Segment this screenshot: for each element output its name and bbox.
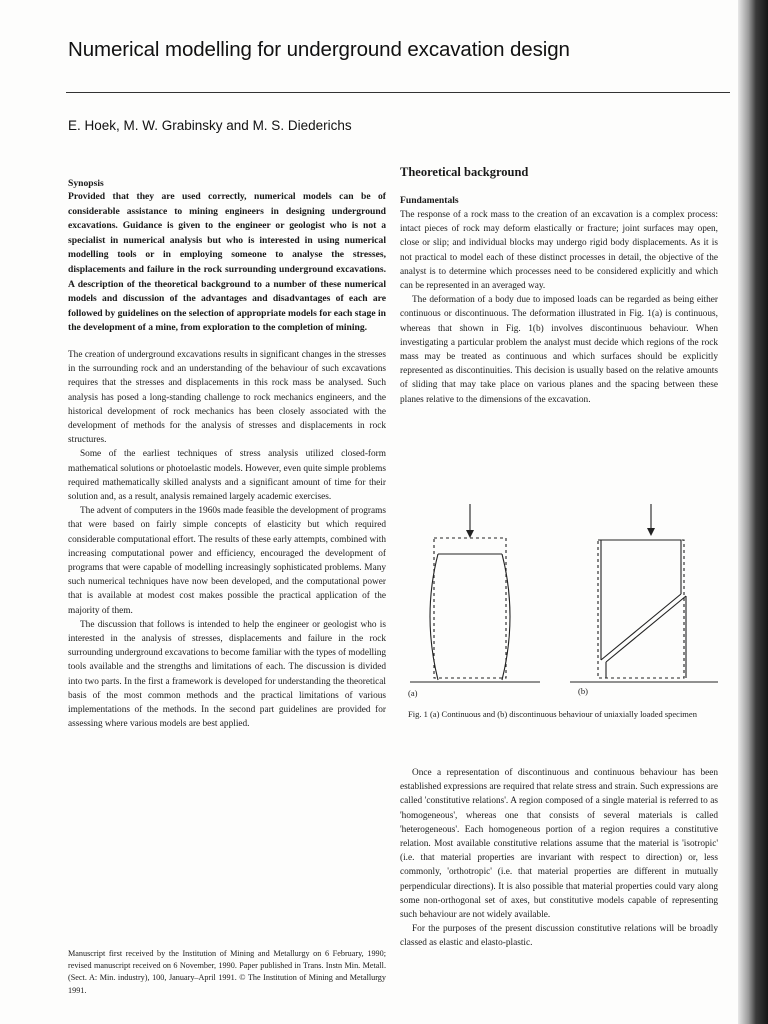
slip-plane (601, 594, 681, 660)
right-column (400, 165, 718, 407)
right-column-lower (400, 766, 718, 951)
original-outline-a (434, 538, 506, 678)
intro-paragraph-4: The discussion that follows is intended to help the engineer or geologist who is interested in the analysis of stresses, displacements and failure in the rock surrounding underground excavations to become familiar with the types of modelling tools available and the strengths and limitations of each. The discussion is divided into two parts. In the first a framework is developed for understanding the theoretical basis of the most common methods and the practical limitations of various implementations of the methods. In the second part guidelines are provided for assessing where various models are best applied. (68, 619, 386, 730)
constitutive-paragraph-2: For the purposes of the present discussion constitutive relations will be broadly classed as elastic and elasto-plastic. (400, 924, 718, 949)
left-column (68, 178, 386, 731)
upper-block (601, 540, 681, 660)
figure-label-a: (a) (408, 688, 418, 698)
intro-paragraph-1: The creation of underground excavations results in significant changes in the stresses in the surrounding rock and an understanding of the behaviour of such excavations requires that the stresses and displacements in this rock mass be analysed. Such analysis has posed a long-standing challenge to rock mechanics engineers, and the historical development of rock mechanics has been closely associated with the development of methods for the analysis of stresses and displacements in rock structures. (68, 349, 386, 446)
title-rule (66, 92, 730, 93)
book-gutter-shadow (738, 0, 768, 1024)
figure-caption: Fig. 1 (a) Continuous and (b) discontinuous behaviour of uniaxially loaded specimen (408, 709, 697, 719)
constitutive-paragraph-1: Once a representation of discontinuous and continuous behaviour has been established expressions are required that relate stress and strain. Such expressions are called 'constitutive relations'. A region composed of a single material is referred to as 'homogeneous', whereas one that consists of several materials is called 'heterogeneous'. Each homogeneous portion of a region requires a constitutive relation. Most available constitutive relations assume that the material is 'isotropic' (i.e. that material properties are invariant with respect to direction) or, less commonly, 'orthotropic' (i.e. that material properties are different in mutually perpendicular directions). It is also possible that material properties could vary along some non-orthogonal set of axes, but constitutive models capable of representing such behaviour are not widely available. (400, 768, 718, 921)
fundamentals-paragraph-2: The deformation of a body due to imposed loads can be regarded as being either continuous or discontinuous. The deformation illustrated in Fig. 1(a) is continuous, whereas that shown in Fig. 1(b) involves discontinuous behaviour. When investigating a particular problem the analyst must decide which regions of the rock mass may be treated as continuous and which surfaces should be explicitly represented as discontinuities. This decision is usually based on the relative amounts of sliding that may take place on various planes and the spacing between these planes relative to the dimensions of the excavation. (400, 295, 718, 405)
fundamentals-paragraph-1: The response of a rock mass to the creation of an excavation is a complex process: intact pieces of rock may deform elastically or fracture; joint surfaces may open, close or slip; and individual blocks may undergo rigid body displacements. As it is not practical to model each of these distinct processes in detail, the objective of the analyst is to determine which processes need to be considered explicitly and which can be represented in an averaged way. (400, 210, 718, 292)
load-arrow-head-b (647, 528, 655, 536)
intro-paragraph-2: Some of the earliest techniques of stress analysis utilized closed-form mathematical solutions or photoelastic models. However, even quite simple problems required mathematically skilled analysts and a significant amount of time for their solution and, as a result, analysis remained largely academic exercises. (68, 449, 386, 502)
synopsis-heading: Synopsis (68, 178, 104, 189)
manuscript-footnote: Manuscript first received by the Institution of Mining and Metallurgy on 6 February, 1990; revised manuscript received on 6 November, 1990. Paper published in Trans. Instn Min. Metall. (Sect. A: Min. industry), 100, January–April 1991. © The Institution of Mining and Metallurgy 1991. (68, 949, 386, 995)
section-title: Theoretical background (400, 165, 529, 179)
paper-authors: E. Hoek, M. W. Grabinsky and M. S. Diederichs (68, 118, 352, 133)
slip-plane-lower (606, 596, 686, 662)
figure-label-b: (b) (578, 686, 588, 696)
figure-1-drawing (400, 498, 720, 706)
subsection-title: Fundamentals (400, 195, 459, 206)
synopsis-text: Provided that they are used correctly, numerical models can be of considerable assistance to mining engineers in designing underground excavations. Guidance is given to the engineer or geologist who is not a specialist in numerical analysis but who is interested in using numerical modelling tools or in employing someone to analyse the stresses, displacements and failure in the rock surrounding underground excavations. A description of the theoretical background to a number of these numerical models and discussion of the advantages and disadvantages of each are followed by guidelines on the selection of appropriate models for each stage in the development of a mine, from exploration to the completion of mining. (68, 191, 386, 334)
load-arrow-head-a (466, 530, 474, 538)
intro-paragraph-3: The advent of computers in the 1960s made feasible the development of programs that were based on fairly simple concepts of elasticity but which required considerable computational effort. The results of these early attempts, combined with increasing computational power and efficiency, encouraged the development of programs that were capable of modelling increasingly sophisticated problems. Many such numerical techniques have now been developed, and the computational power that is available at modest cost makes possible the practical application of the majority of them. (68, 506, 386, 616)
figure-1 (400, 498, 720, 706)
paper-title: Numerical modelling for underground excavation design (68, 38, 570, 61)
